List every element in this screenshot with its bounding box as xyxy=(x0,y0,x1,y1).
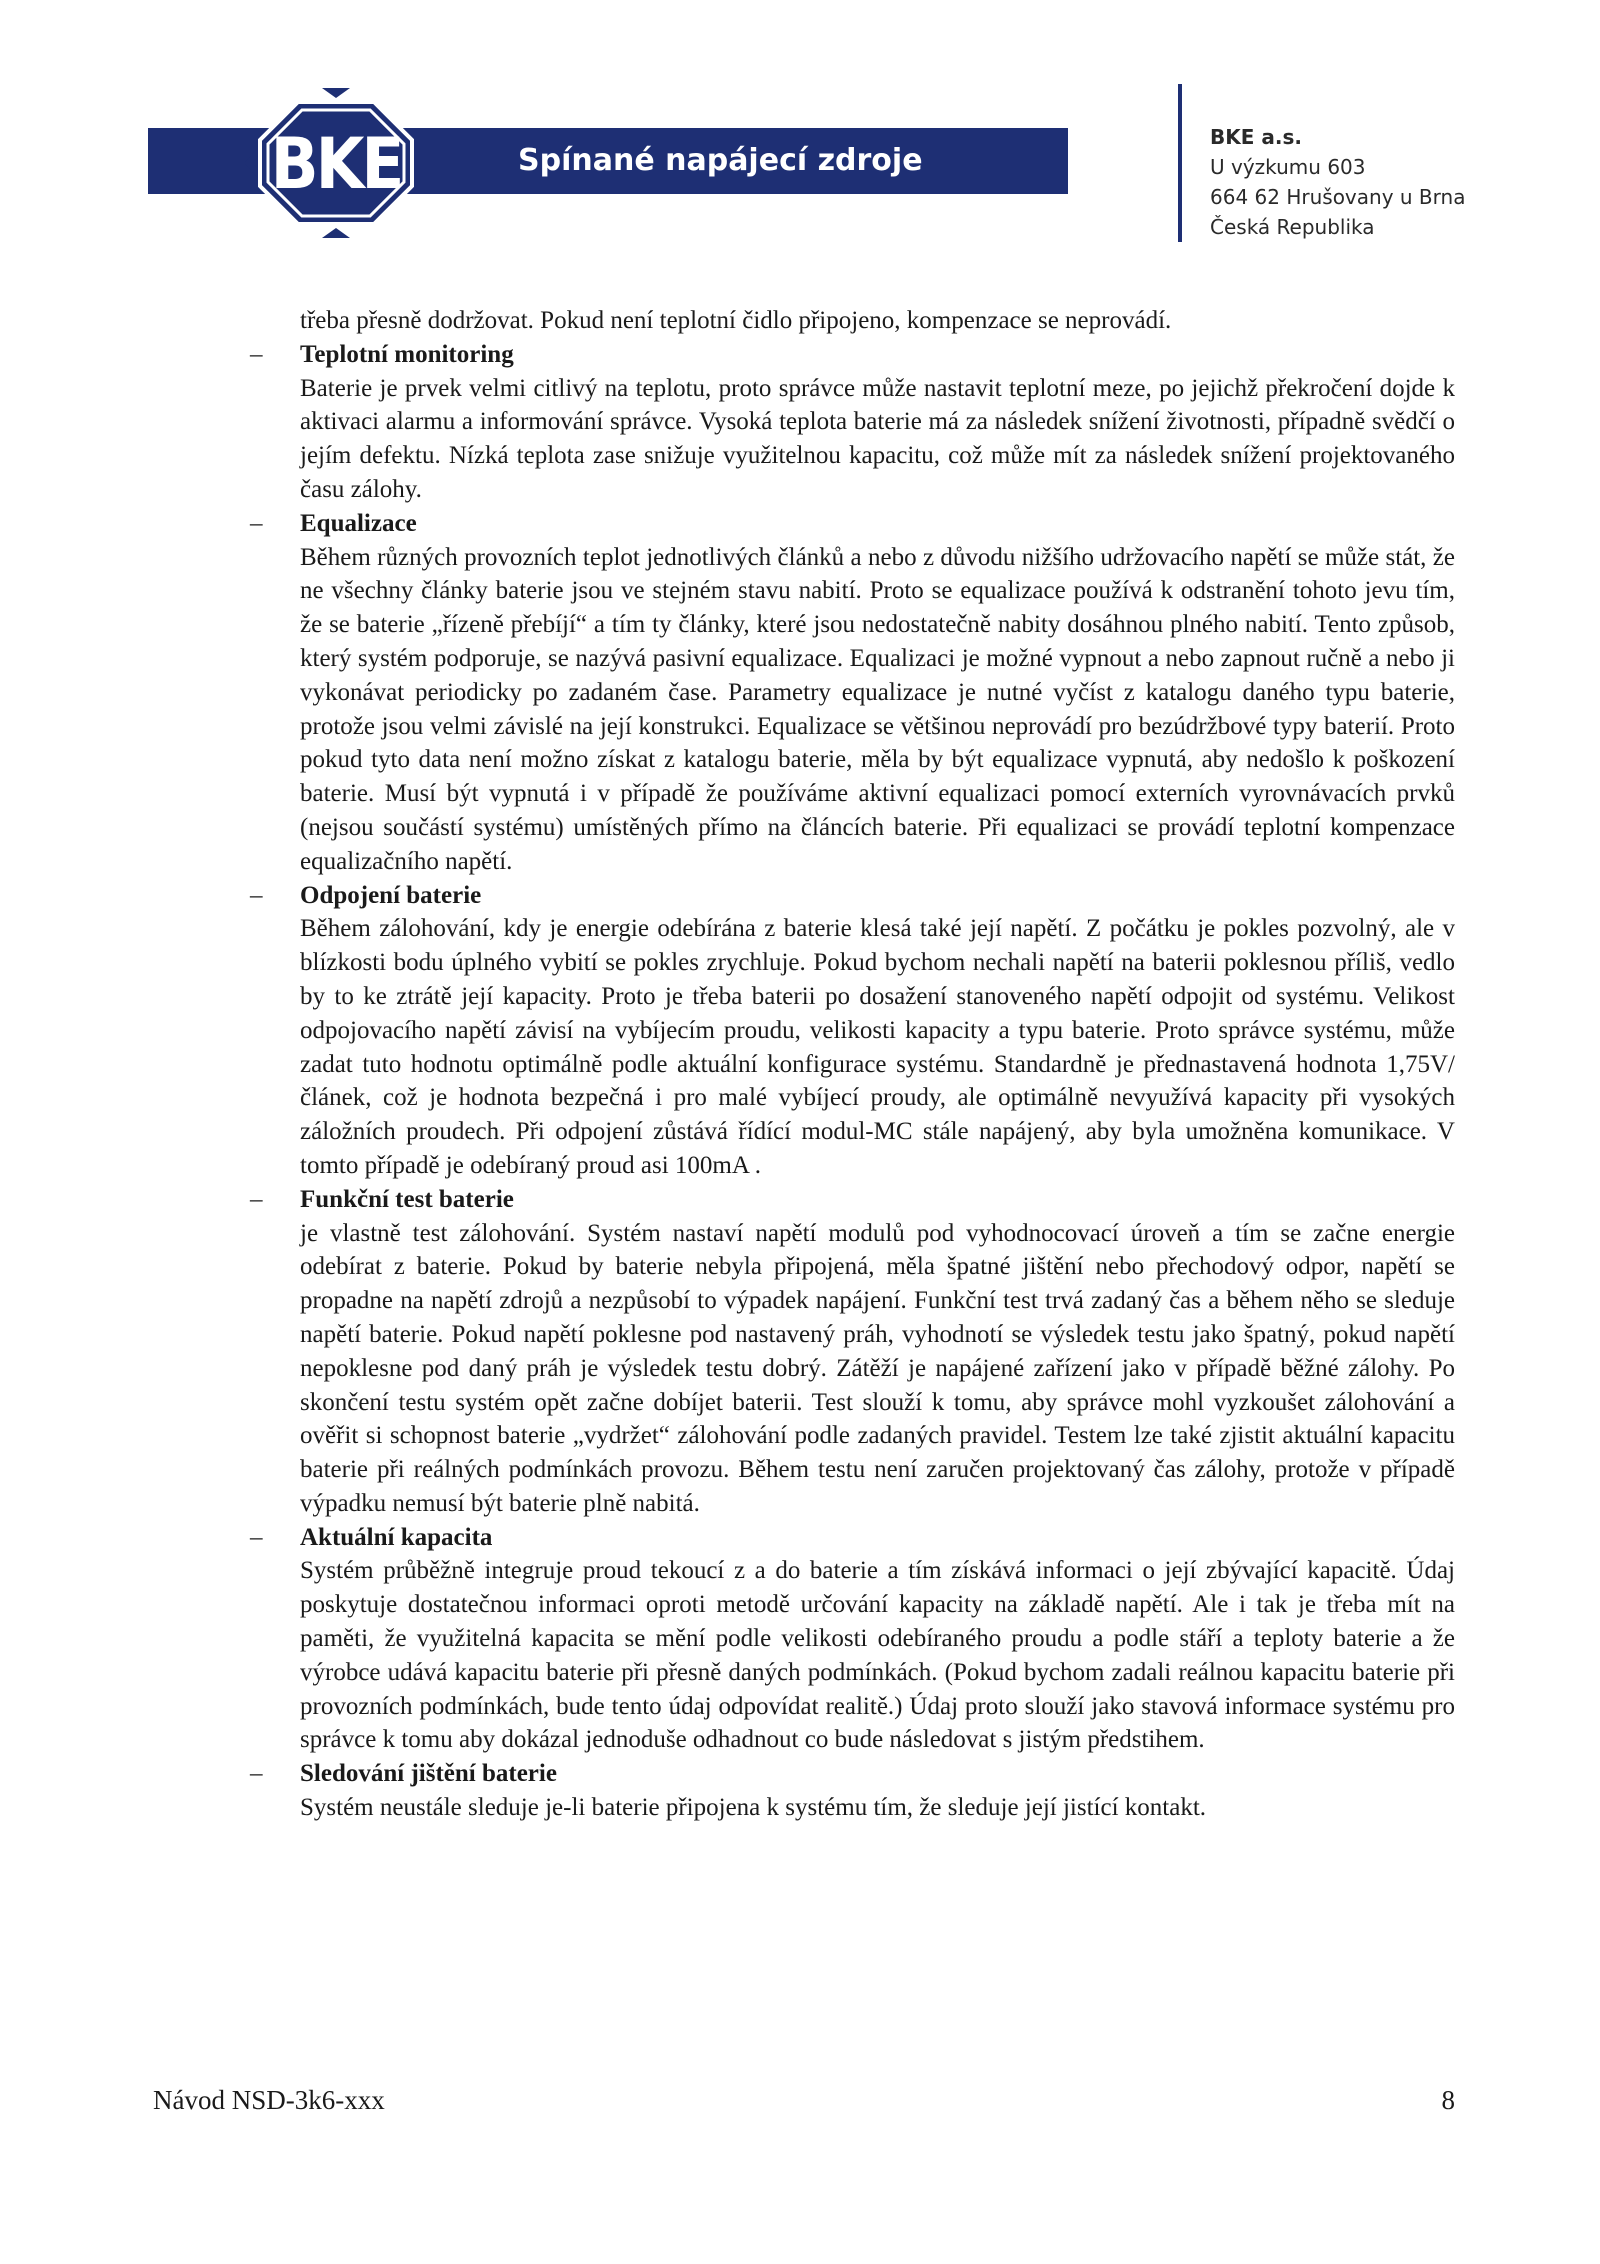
bke-logo xyxy=(236,84,436,242)
section-title: Sledování jištění baterie xyxy=(300,1760,557,1788)
logo-text: BKE xyxy=(270,123,402,205)
section-odpojeni-baterie xyxy=(250,879,1455,1183)
section-text: Během zálohování, kdy je energie odebírána z baterie klesá také její napětí. Z počátku je pokles pozvolný, ale v blízkosti bodu úplného vybití se pokles zrychluje. Pokud bychom nechali napětí na baterii poklesnou příliš, vedlo by to ke ztrátě její kapacity. Proto je třeba baterii po dosažení stanoveného napětí odpojit od systému. Velikost odpojovacího napětí závisí na vybíjecím proudu, velikosti kapacity a typu baterie. Proto správce systému, může zadat tuto hodnotu optimálně podle aktuální konfigurace systému. Standardně je přednastavená hodnota 1,75V/článek, což je hodnota bezpečná i pro malé vybíjecí proudy, ale optimálně nevyužívá kapacity při vysokých záložních proudech. Při odpojení zůstává řídící modul-MC stále napájený, aby byla umožněna komunikace. V tomto případě je odebíraný proud asi 100mA . xyxy=(300,915,1455,1179)
company-name: BKE a.s. xyxy=(1210,125,1302,149)
list-dash: – xyxy=(250,881,263,909)
logo-bottom-triangle xyxy=(322,228,350,238)
address-line-2: 664 62 Hrušovany u Brna xyxy=(1210,185,1466,209)
logo-top-triangle xyxy=(322,88,350,98)
intro-paragraph: třeba přesně dodržovat. Pokud není teplotní čidlo připojeno, kompenzace se neprovádí. xyxy=(300,307,1172,334)
company-address xyxy=(1210,122,1465,242)
list-dash: – xyxy=(250,1523,263,1551)
section-teplotni-monitoring xyxy=(250,338,1455,507)
section-aktualni-kapacita xyxy=(250,1521,1455,1758)
header-divider xyxy=(1178,84,1182,242)
section-sledovani-jisteni-baterie xyxy=(250,1757,1455,1825)
section-equalizace xyxy=(250,507,1455,879)
address-line-1: U výzkumu 603 xyxy=(1210,155,1366,179)
section-title: Teplotní monitoring xyxy=(300,340,514,368)
section-text: Systém průběžně integruje proud tekoucí z a do baterie a tím získává informaci o její zbývající kapacitě. Údaj poskytuje dostatečnou informaci oproti metodě určování kapacity na základě napětí. Ale i tak je třeba mít na paměti, že využitelná kapacita se mění podle velikosti odebíraného proudu a podle stáří a teploty baterie a že výrobce udává kapacitu baterie při přesně daných podmínkách. (Pokud bychom zadali reálnou kapacitu baterie při provozních podmínkách, bude tento údaj odpovídat realitě.) Údaj proto slouží jako stavová informace systému pro správce k tomu aby dokázal jednoduše odhadnout co bude následovat s jistým předstihem. xyxy=(300,1557,1455,1754)
section-text: Systém neustále sleduje je-li baterie připojena k systému tím, že sleduje její jistící kontakt. xyxy=(300,1794,1207,1822)
section-text: Baterie je prvek velmi citlivý na teplotu, proto správce může nastavit teplotní meze, po jejichž překročení dojde k aktivaci alarmu a informování správce. Vysoká teplota baterie má za následek snížení životnosti, případně svědčí o jejím defektu. Nízká teplota zase snižuje využitelnou kapacitu, což může mít za následek snížení projektovaného času zálohy. xyxy=(300,374,1455,503)
list-dash: – xyxy=(250,1760,263,1788)
address-line-3: Česká Republika xyxy=(1210,215,1375,239)
section-funkcni-test-baterie xyxy=(250,1183,1455,1521)
footer-doc-name: Návod NSD-3k6-xxx xyxy=(153,2085,385,2115)
section-title: Aktuální kapacita xyxy=(300,1523,493,1551)
list-dash: – xyxy=(250,509,263,537)
header-title: Spínané napájecí zdroje xyxy=(518,143,923,178)
section-text: Během různých provozních teplot jednotlivých článků a nebo z důvodu nižšího udržovacího napětí se může stát, že ne všechny články baterie jsou ve stejném stavu nabití. Proto se equalizace používá k odstranění tohoto jevu tím, že se baterie „řízeně přebíjí“ a tím ty články, které jsou nedostatečně nabity dosáhnou plného nabití. Tento způsob, který systém podporuje, se nazývá pasivní equalizace. Equalizaci je možné vypnout a nebo zapnout ručně a nebo ji vykonávat periodicky po zadaném čase. Parametry equalizace je nutné vyčíst z katalogu daného typu baterie, protože jsou velmi závislé na její konstrukci. Equalizace se většinou neprovádí pro bezúdržbové typy baterií. Proto pokud tyto data není možno získat z katalogu baterie, měla by být equalizace vypnutá, aby nedošlo k poškození baterie. Musí být vypnutá i v případě že používáme aktivní equalizaci pomocí externích vyrovnávacích prvků (nejsou součástí systému) umístěných přímo na článcích baterie. Při equalizaci se provádí teplotní kompenzace equalizačního napětí. xyxy=(300,543,1455,875)
section-text: je vlastně test zálohování. Systém nastaví napětí modulů pod vyhodnocovací úroveň a tím se začne energie odebírat z baterie. Pokud by baterie nebyla připojená, měla špatné jištění nebo přechodový odpor, napětí se propadne na napětí zdrojů a nezpůsobí to výpadek napájení. Funkční test trvá zadaný čas a během něho se sleduje napětí baterie. Pokud napětí poklesne pod nastavený práh, vyhodnotí se výsledek testu jako špatný, pokud napětí nepoklesne pod daný práh je výsledek testu dobrý. Zátěží je napájené zařízení jako v případě běžné zálohy. Po skončení testu systém opět začne dobíjet baterii. Test slouží k tomu, aby správce mohl vyzkoušet zálohování a ověřit si schopnost baterie „vydržet“ zálohování podle zadaných pravidel. Testem lze také zjistit aktuální kapacitu baterie při reálných podmínkách provozu. Během testu není zaručen projektovaný čas zálohy, protože v případě výpadku nemusí být baterie plně nabitá. xyxy=(300,1219,1455,1517)
section-title: Funkční test baterie xyxy=(300,1185,514,1213)
document-body xyxy=(250,304,1455,1825)
section-title: Odpojení baterie xyxy=(300,881,482,909)
footer-page-number: 8 xyxy=(1441,2085,1455,2115)
section-title: Equalizace xyxy=(300,509,417,537)
list-dash: – xyxy=(250,1185,263,1213)
list-dash: – xyxy=(250,340,263,368)
